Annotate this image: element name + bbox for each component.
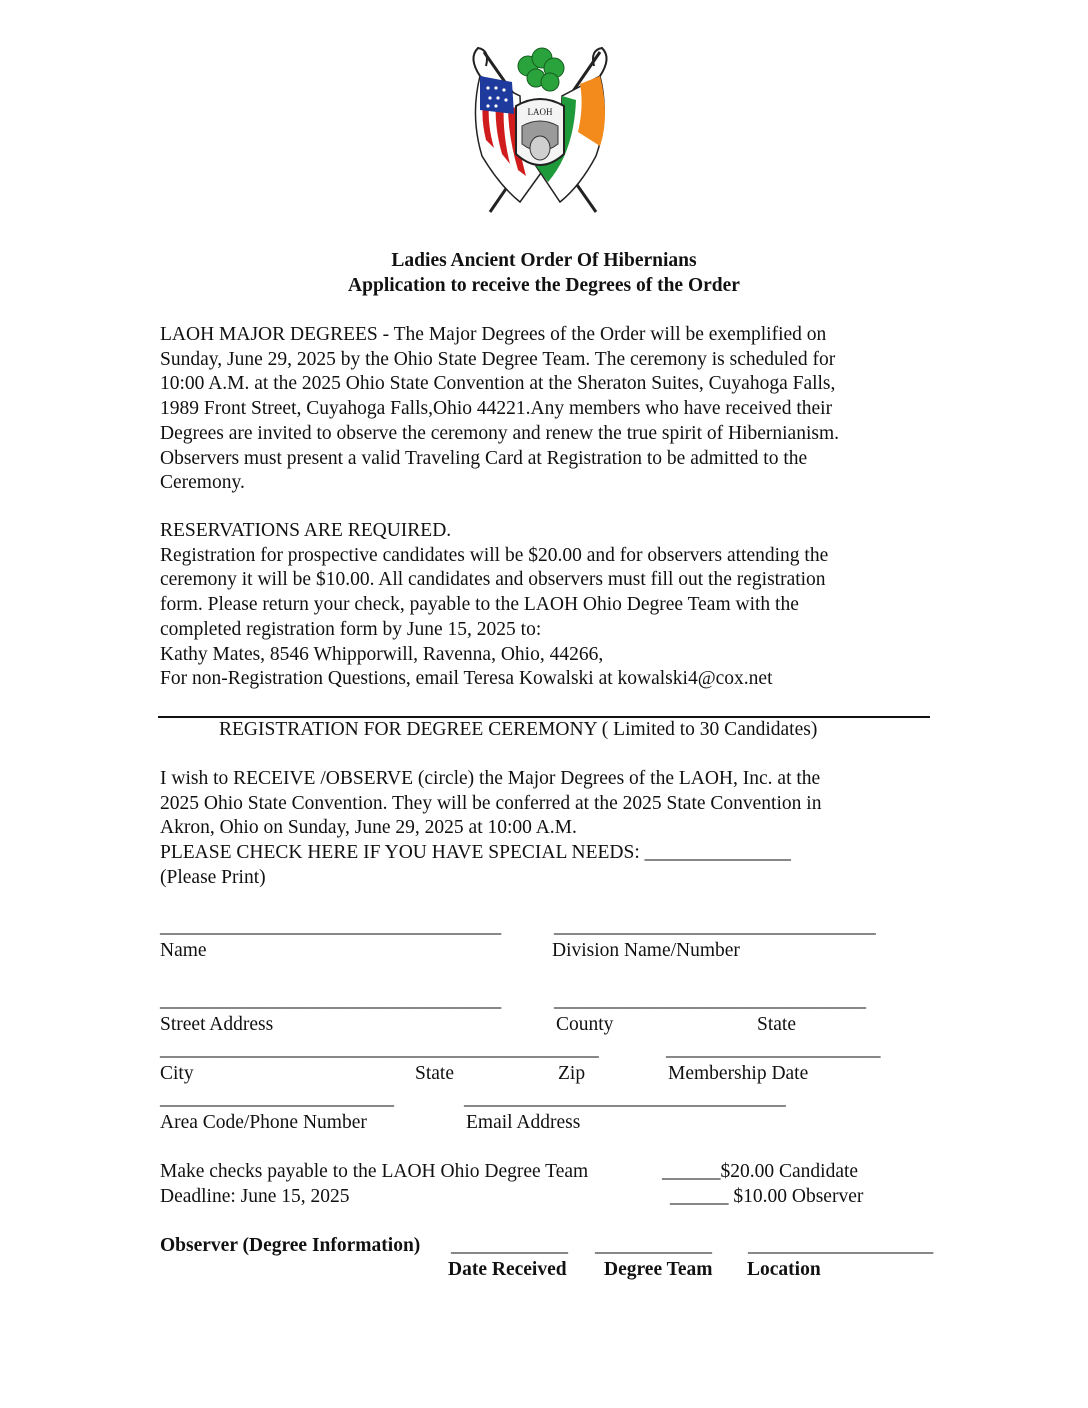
phone-label: Area Code/Phone Number (160, 1112, 367, 1133)
laoh-crest-logo (450, 36, 630, 218)
intro-line: LAOH MAJOR DEGREES - The Major Degrees of the Order will be exemplified on (160, 324, 827, 345)
deadline-note: Deadline: June 15, 2025 (160, 1186, 350, 1207)
observer-fee-field[interactable]: ______ $10.00 Observer (670, 1186, 864, 1207)
street-address-label: Street Address (160, 1014, 274, 1035)
reservations-line: form. Please return your check, payable to the LAOH Ohio Degree Team with the (160, 594, 799, 616)
state-label: State (757, 1014, 796, 1035)
registration-line: Akron, Ohio on Sunday, June 29, 2025 at 10:00 A.M. (160, 817, 577, 839)
candidate-fee-field[interactable]: ______$20.00 Candidate (662, 1161, 859, 1182)
registration-line: 2025 Ohio State Convention. They will be conferred at the 2025 State Convention in (160, 792, 822, 814)
location-label: Location (747, 1259, 821, 1280)
intro-line: 10:00 A.M. at the 2025 Ohio State Convention at the Sheraton Suites, Cuyahoga Falls, (160, 373, 836, 395)
reservations-line: For non-Registration Questions, email Teresa Kowalski at kowalski4@cox.net (160, 668, 773, 690)
degree-team-label: Degree Team (604, 1259, 713, 1280)
state-label: State (415, 1063, 454, 1084)
city-label: City (160, 1063, 194, 1084)
reservations-line: completed registration form by June 15, 2025 to: (160, 618, 542, 640)
city-state-zip-field[interactable]: _____________________________________________ (160, 1039, 599, 1060)
reservations-line: Registration for prospective candidates will be $20.00 and for observers attending the (160, 544, 829, 566)
special-needs-field[interactable]: PLEASE CHECK HERE IF YOU HAVE SPECIAL NEEDS: _______________ (160, 842, 791, 864)
logo-text: LAOH (527, 107, 553, 117)
street-address-field[interactable]: ___________________________________ (160, 990, 502, 1011)
intro-line: Degrees are invited to observe the ceremony and renew the true spirit of Hibernianism. (160, 422, 840, 444)
county-label: County (556, 1014, 614, 1035)
email-label: Email Address (466, 1112, 581, 1133)
county-state-field[interactable]: ________________________________ (554, 990, 866, 1011)
location-field[interactable]: ___________________ (748, 1235, 934, 1256)
name-field[interactable]: ___________________________________ (160, 916, 502, 937)
intro-line: 1989 Front Street, Cuyahoga Falls,Ohio 44221.Any members who have received their (160, 398, 833, 420)
date-received-label: Date Received (448, 1259, 567, 1280)
page-title: Ladies Ancient Order Of Hibernians (391, 250, 697, 271)
degree-team-field[interactable]: ____________ (595, 1235, 712, 1256)
membership-date-field[interactable]: ______________________ (666, 1039, 881, 1060)
intro-paragraph (160, 323, 940, 496)
email-field[interactable]: _________________________________ (464, 1088, 786, 1109)
please-print-note: (Please Print) (160, 866, 266, 888)
zip-label: Zip (558, 1063, 586, 1084)
intro-line: Ceremony. (160, 472, 245, 494)
registration-paragraph (160, 767, 940, 891)
phone-field[interactable]: ________________________ (160, 1088, 394, 1109)
reservations-paragraph (160, 519, 940, 692)
payable-note: Make checks payable to the LAOH Ohio Degree Team (160, 1161, 589, 1182)
reservations-line: ceremony it will be $10.00. All candidates and observers must fill out the registration (160, 569, 826, 591)
reservations-line: Kathy Mates, 8546 Whipporwill, Ravenna, Ohio, 44266, (160, 643, 604, 665)
membership-date-label: Membership Date (668, 1063, 809, 1084)
division-label: Division Name/Number (552, 940, 740, 961)
name-label: Name (160, 940, 207, 961)
page-subtitle: Application to receive the Degrees of the Order (348, 275, 740, 296)
intro-line: Sunday, June 29, 2025 by the Ohio State Degree Team. The ceremony is scheduled for (160, 348, 836, 370)
division-field[interactable]: _________________________________ (554, 916, 876, 937)
registration-line: I wish to RECEIVE /OBSERVE (circle) the Major Degrees of the LAOH, Inc. at the (160, 768, 821, 789)
observer-label: Observer (Degree Information) (160, 1235, 421, 1256)
date-received-field[interactable]: ____________ (451, 1235, 568, 1256)
reservations-line: RESERVATIONS ARE REQUIRED. (160, 520, 452, 541)
registration-heading: REGISTRATION FOR DEGREE CEREMONY ( Limited to 30 Candidates) (219, 719, 818, 740)
intro-line: Observers must present a valid Traveling Card at Registration to be admitted to the (160, 447, 808, 469)
